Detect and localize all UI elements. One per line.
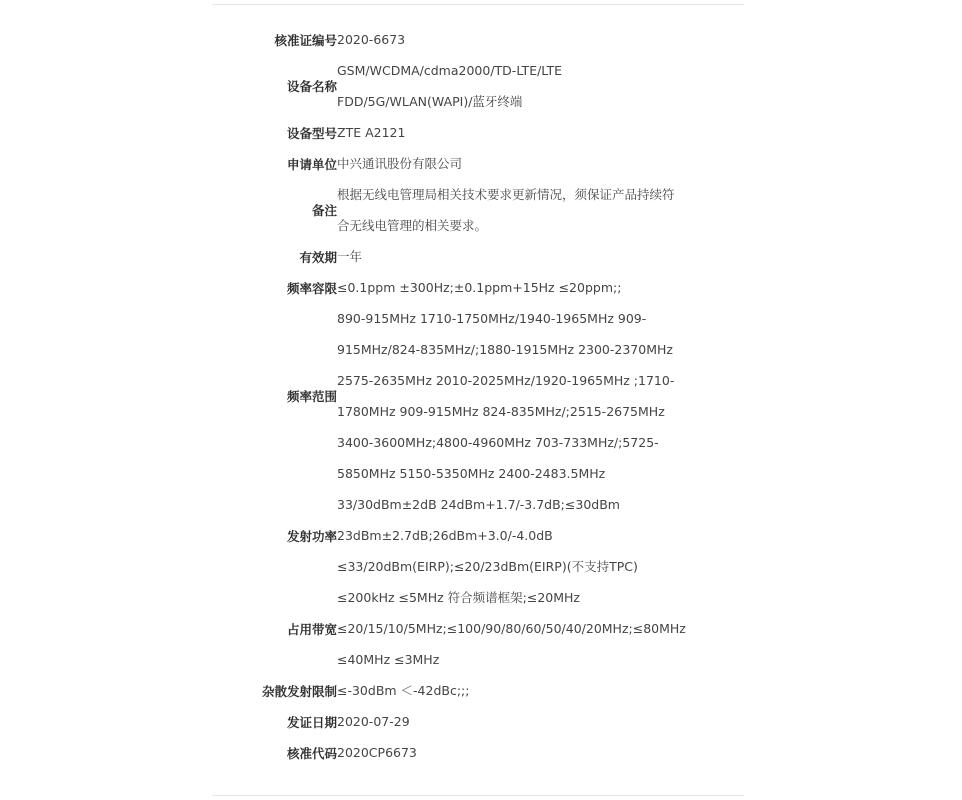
approval-info-body: [212, 24, 697, 768]
value-line: 915MHz/824-835MHz/;1880-1915MHz 2300-2370MHz: [337, 342, 673, 357]
value-line: ≤0.1ppm ±300Hz;±0.1ppm+15Hz ≤20ppm;;: [337, 280, 622, 295]
value-line: 1780MHz 909-915MHz 824-835MHz/;2515-2675MHz: [337, 404, 665, 419]
value-line: 合无线电管理的相关要求。: [337, 218, 488, 233]
value-line: 5850MHz 5150-5350MHz 2400-2483.5MHz: [337, 466, 606, 481]
value-line: ≤40MHz ≤3MHz: [337, 652, 440, 667]
bottom-divider: [212, 795, 744, 796]
field-label: 杂散发射限制: [261, 683, 337, 699]
info-row: [212, 117, 697, 148]
value-line: 890-915MHz 1710-1750MHz/1940-1965MHz 909-: [337, 311, 647, 326]
field-value: [337, 706, 697, 737]
field-value: [337, 148, 697, 179]
field-value: [337, 489, 697, 582]
value-line: 中兴通讯股份有限公司: [337, 156, 463, 171]
field-label: 设备名称: [286, 79, 337, 94]
field-value: [337, 675, 697, 706]
value-line: ≤33/20dBm(EIRP);≤20/23dBm(EIRP)(不支持TPC): [337, 559, 638, 574]
info-row: [212, 148, 697, 179]
info-row: [212, 489, 697, 582]
value-line: ≤20/15/10/5MHz;≤100/90/80/60/50/40/20MHz;≤80MHz: [337, 621, 686, 636]
info-row: [212, 706, 697, 737]
top-divider: [212, 4, 744, 5]
info-row: [212, 24, 697, 55]
info-row: [212, 272, 697, 303]
approval-info-table: [212, 24, 697, 768]
value-line: 2020-07-29: [337, 714, 410, 729]
info-row: [212, 179, 697, 241]
field-label: 申请单位: [286, 156, 337, 172]
field-value: [337, 241, 697, 272]
info-row: [212, 737, 697, 768]
field-label: 占用带宽: [286, 621, 337, 637]
info-row: [212, 675, 697, 706]
field-label: 有效期: [299, 249, 337, 265]
info-row: [212, 55, 697, 117]
value-line: 3400-3600MHz;4800-4960MHz 703-733MHz/;5725-: [337, 435, 659, 450]
field-label: 核准证编号: [274, 32, 337, 48]
value-line: 23dBm±2.7dB;26dBm+3.0/-4.0dB: [337, 528, 553, 543]
field-value: [337, 179, 697, 241]
info-row: [212, 303, 697, 489]
field-value: [337, 55, 697, 117]
value-line: 根据无线电管理局相关技术要求更新情况，须保证产品持续符: [337, 187, 675, 202]
info-row: [212, 241, 697, 272]
field-value: [337, 24, 697, 55]
value-line: 2020CP6673: [337, 745, 417, 760]
value-line: 2020-6673: [337, 32, 406, 47]
field-value: [337, 272, 697, 303]
value-line: 33/30dBm±2dB 24dBm+1.7/-3.7dB;≤30dBm: [337, 497, 620, 512]
field-label: 频率范围: [286, 389, 337, 404]
value-line: ZTE A2121: [337, 125, 406, 140]
field-value: [337, 303, 697, 489]
field-value: [337, 582, 697, 675]
value-line: ≤200kHz ≤5MHz 符合频谱框架;≤20MHz: [337, 590, 580, 605]
field-label: 备注: [311, 203, 337, 218]
field-value: [337, 117, 697, 148]
info-row: [212, 582, 697, 675]
value-line: 2575-2635MHz 2010-2025MHz/1920-1965MHz ;1710-: [337, 373, 675, 388]
field-label: 核准代码: [286, 745, 337, 761]
field-label: 发证日期: [286, 714, 337, 730]
field-value: [337, 737, 697, 768]
field-label: 频率容限: [286, 280, 337, 296]
value-line: GSM/WCDMA/cdma2000/TD-LTE/LTE: [337, 63, 563, 78]
field-label: 发射功率: [286, 528, 337, 544]
value-line: ≤-30dBm ＜-42dBc;;;: [337, 683, 470, 698]
field-label: 设备型号: [286, 125, 337, 141]
value-line: FDD/5G/WLAN(WAPI)/蓝牙终端: [337, 94, 523, 109]
value-line: 一年: [337, 249, 363, 264]
